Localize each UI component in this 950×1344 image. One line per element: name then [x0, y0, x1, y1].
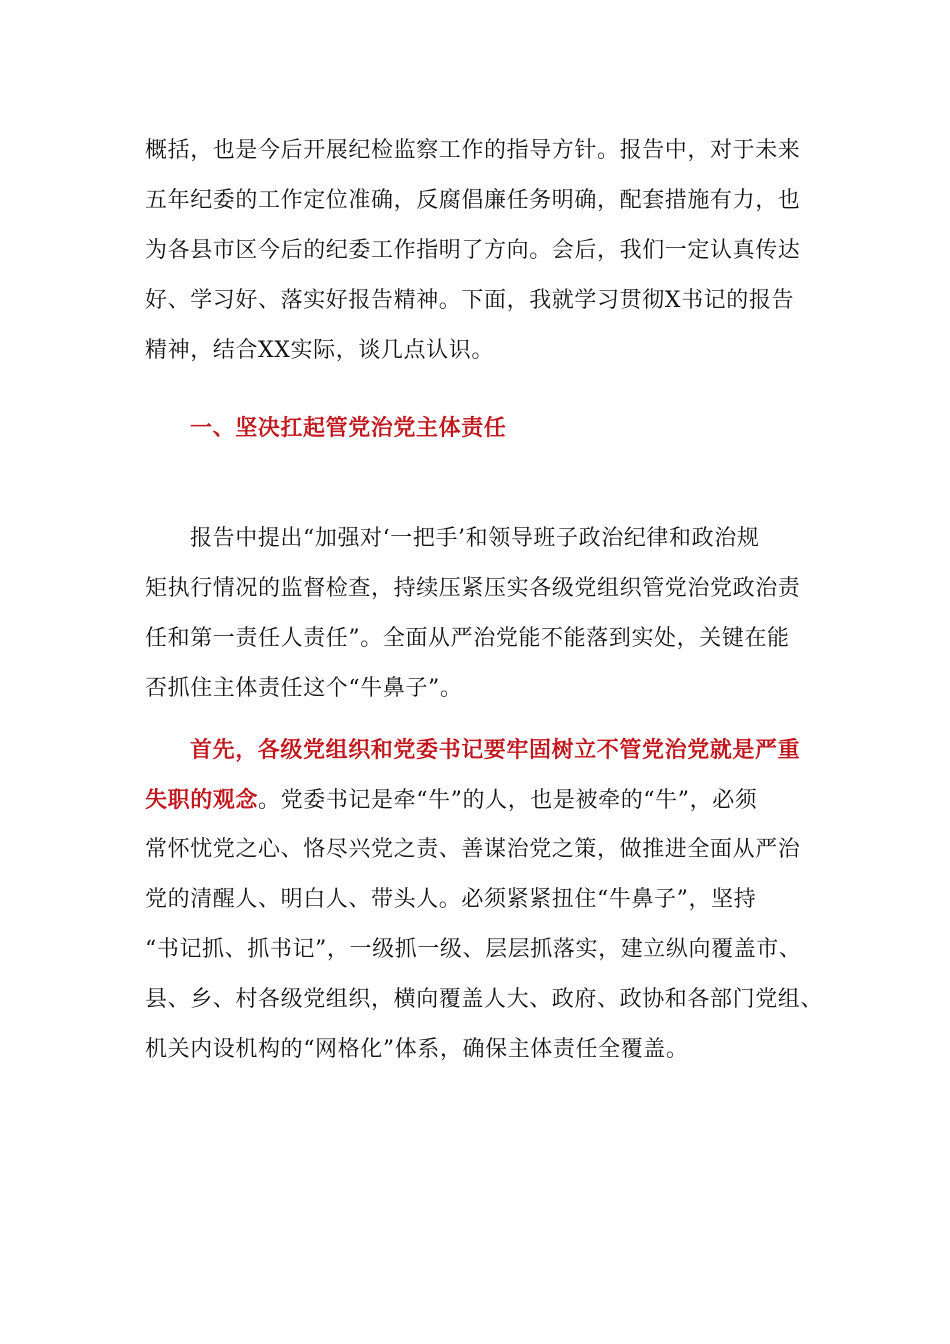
para2-line-1: 报告中提出“加强对‘一把手’和领导班子政治纪律和政治规	[190, 526, 760, 551]
intro-line-5: 精神，结合XX实际，谈几点认识。	[145, 338, 494, 363]
para3-line-4: 党的清醒人、明白人、带头人。必须紧紧扭住“牛鼻子”，坚持	[145, 887, 757, 912]
para3-lead-line-2: 失职的观念	[145, 787, 259, 813]
para3-rest-line-2: 。党委书记是牵“牛”的人，也是被牵的“牛”，必须	[258, 788, 758, 813]
intro-line-4: 好、学习好、落实好报告精神。下面，我就学习贯彻X书记的报告	[145, 288, 795, 313]
para2-line-4: 否抓住主体责任这个“牛鼻子”。	[145, 676, 463, 701]
para3-line-7: 机关内设机构的“网格化”体系，确保主体责任全覆盖。	[145, 1037, 689, 1062]
para3-line-6: 县、乡、村各级党组织，横向覆盖人大、政府、政协和各部门党组、	[145, 987, 824, 1012]
para3-lead-line-1: 首先，各级党组织和党委书记要牢固树立不管党治党就是严重	[190, 737, 801, 763]
para3-line-5: “书记抓、抓书记”，一级抓一级、层层抓落实，建立纵向覆盖市、	[145, 937, 802, 962]
para2-line-2: 矩执行情况的监督检查，持续压紧压实各级党组织管党治党政治责	[145, 576, 801, 601]
intro-line-1: 概括，也是今后开展纪检监察工作的指导方针。报告中，对于未来	[145, 138, 801, 163]
para3-line-2	[145, 785, 757, 815]
para2-line-3: 任和第一责任人责任”。全面从严治党能不能落到实处，关键在能	[145, 626, 790, 651]
intro-line-3: 为各县市区今后的纪委工作指明了方向。会后，我们一定认真传达	[145, 238, 801, 263]
para3-line-3: 常怀忧党之心、恪尽兴党之责、善谋治党之策，做推进全面从严治	[145, 837, 801, 862]
intro-line-2: 五年纪委的工作定位准确，反腐倡廉任务明确，配套措施有力，也	[145, 188, 801, 213]
section-heading: 一、坚决扛起管党治党主体责任	[190, 415, 507, 441]
